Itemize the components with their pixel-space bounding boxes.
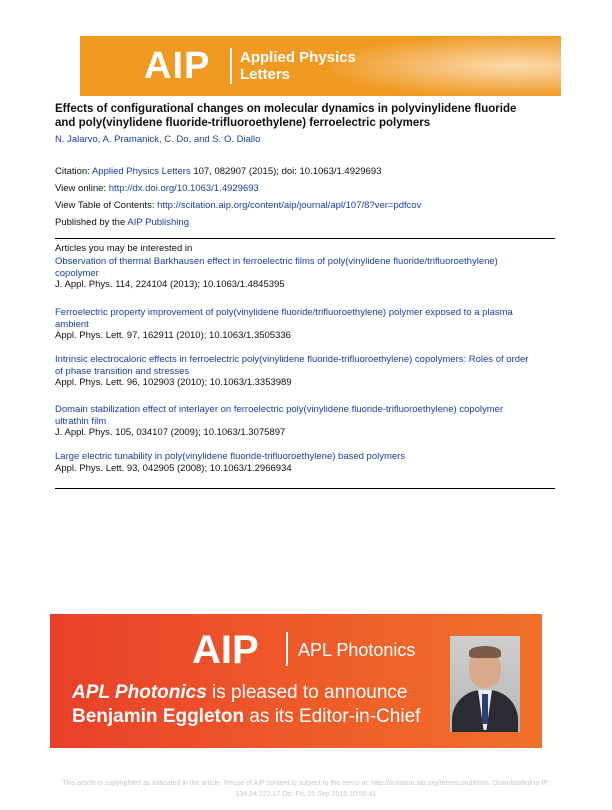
article-title-line2: and poly(vinylidene fluoride-trifluoroethylene) ferroelectric polymers	[55, 117, 431, 129]
journal-name-line1: Applied Physics	[240, 49, 356, 66]
related-item-title[interactable]: Ferroelectric property improvement of poly(vinylidene fluoride/trifluoroethylene) polymer exposed to a plasma ambient	[55, 307, 513, 330]
divider-top	[55, 238, 555, 239]
related-item	[55, 451, 560, 474]
related-item-citation: J. Appl. Phys. 114, 224104 (2013); 10.1063/1.4845395	[55, 279, 285, 290]
related-item	[55, 256, 560, 291]
apl-photonics-ad[interactable]	[50, 614, 542, 748]
related-item-citation: J. Appl. Phys. 105, 034107 (2009); 10.1063/1.3075897	[55, 427, 286, 438]
toc-line	[55, 200, 421, 211]
published-line	[55, 217, 189, 228]
article-authors[interactable]: N. Jalarvo, A. Pramanick, C. Do, and S. O. Diallo	[55, 134, 261, 145]
related-item-citation: Appl. Phys. Lett. 93, 042905 (2008); 10.1063/1.2966934	[55, 462, 292, 474]
citation-journal-link[interactable]: Applied Physics Letters	[91, 166, 191, 177]
citation-label: Citation:	[55, 166, 92, 177]
editor-photo	[450, 636, 520, 732]
view-online-line	[55, 183, 259, 194]
banner-swirl-graphic	[331, 36, 561, 96]
published-label: Published by the	[55, 217, 128, 228]
related-item-title[interactable]: Large electric tunability in poly(vinylidene fluoride-trifluoroethylene) based polymers	[55, 451, 406, 462]
journal-name-line2: Letters	[240, 66, 291, 83]
copyright-footer-line1: This article is copyrighted as indicated in the article. Reuse of AIP content is subject to the terms at: http://scitation.aip.org/termsconditions. Downloaded to IP:	[62, 780, 550, 787]
divider-bottom	[55, 488, 555, 489]
journal-banner[interactable]	[80, 36, 561, 96]
article-title-line1: Effects of configurational changes on molecular dynamics in polyvinylidene fluoride	[55, 103, 517, 115]
citation-details: 107, 082907 (2015); doi: 10.1063/1.4929693	[190, 166, 382, 177]
related-item	[55, 307, 560, 342]
toc-label: View Table of Contents:	[55, 200, 158, 211]
view-online-label: View online:	[55, 183, 109, 194]
related-item	[55, 354, 560, 389]
related-item-title[interactable]: Domain stabilization effect of interlayer on ferroelectric poly(vinylidene fluoride-trifluoroethylene) copolymer ultrathin film	[55, 404, 504, 427]
related-item	[55, 404, 560, 439]
citation-line	[55, 166, 381, 177]
copyright-footer-line2: 134.94.122.17 On: Fri, 25 Sep 2015 10:56:41	[235, 791, 377, 798]
ad-journal-name: APL Photonics	[298, 640, 416, 660]
journal-name	[240, 49, 356, 83]
aip-logo: AIP	[144, 45, 211, 87]
toc-link[interactable]: http://scitation.aip.org/content/aip/journal/apl/107/8?ver=pdfcov	[157, 200, 422, 211]
related-item-citation: Appl. Phys. Lett. 97, 162911 (2010); 10.1063/1.3505336	[55, 330, 291, 341]
related-item-title[interactable]: Observation of thermal Barkhausen effect in ferroelectric films of poly(vinylidene fluoride/trifluoroethylene) copolymer	[55, 256, 498, 279]
view-online-link[interactable]: http://dx.doi.org/10.1063/1.4929693	[108, 183, 259, 194]
ad-logo-divider	[286, 632, 288, 666]
related-item-title[interactable]: Intrinsic electrocaloric effects in ferroelectric poly(vinylidene fluoride-trifluoroethylene) copolymers: Roles of order of phase transition and stresses	[55, 354, 529, 377]
logo-divider	[230, 48, 232, 84]
article-title	[55, 102, 565, 130]
related-item-citation: Appl. Phys. Lett. 96, 102903 (2010); 10.1063/1.3353989	[55, 377, 292, 388]
ad-announcement-line2: Benjamin Eggleton as its Editor-in-Chief	[72, 706, 421, 727]
ad-announcement-line1: APL Photonics is pleased to announce	[72, 682, 408, 703]
ad-aip-logo: AIP	[192, 628, 259, 672]
related-heading: Articles you may be interested in	[55, 243, 193, 254]
publisher-link[interactable]: AIP Publishing	[127, 217, 189, 228]
